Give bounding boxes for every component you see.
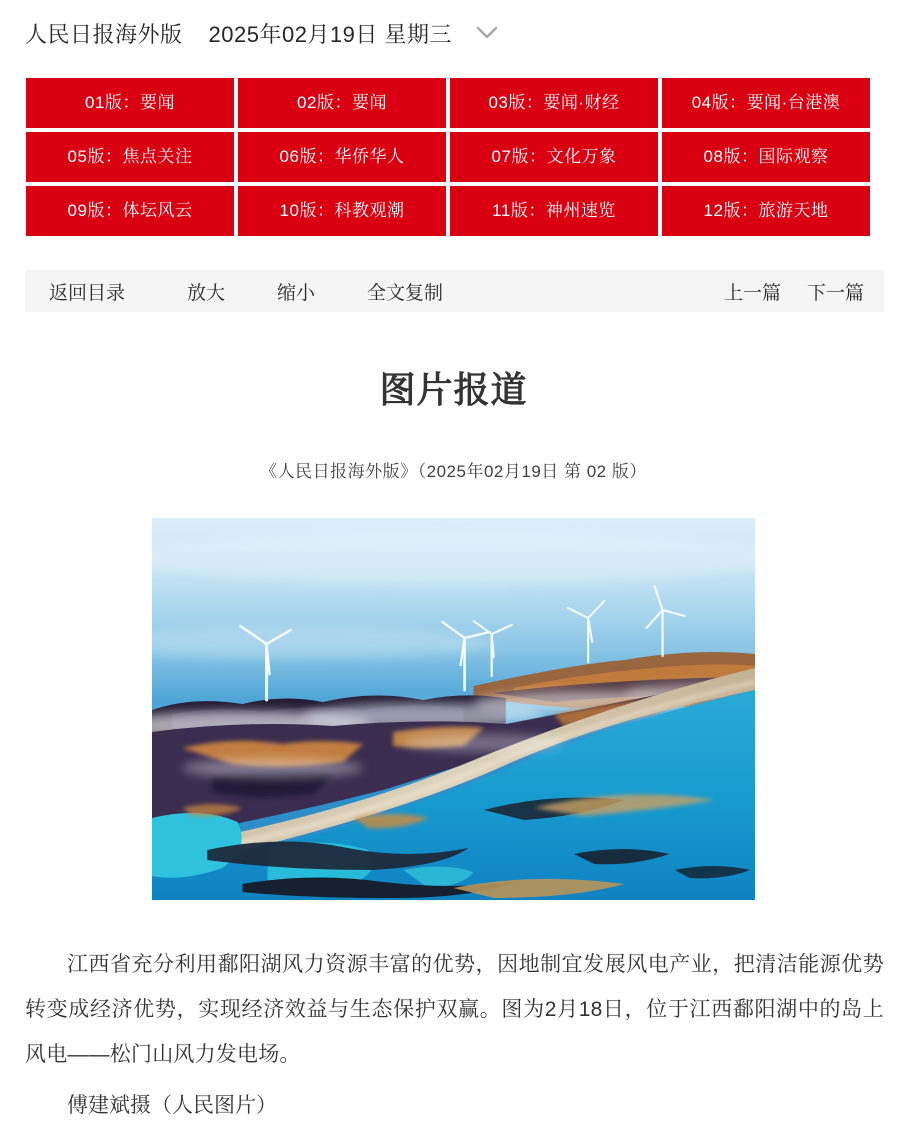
back-to-toc-button[interactable]: 返回目录 xyxy=(49,282,126,304)
toolbar-left-group xyxy=(25,278,443,305)
article-source-line: 《人民日报海外版》（2025年02月19日 第 02 版） xyxy=(260,462,647,481)
article-toolbar xyxy=(25,270,884,312)
article-body: 江西省充分利用鄱阳湖风力资源丰富的优势，因地制宜发展风电产业，把清洁能源优势转变成经济优势，实现经济效益与生态保护双赢。图为2月18日，位于江西鄱阳湖中的岛上风电——松门山风力发电场。 xyxy=(25,953,884,1066)
chevron-down-icon[interactable] xyxy=(474,24,500,42)
article-photo xyxy=(152,518,755,900)
toolbar-right-group xyxy=(724,278,884,305)
page-link-12[interactable]: 12版：旅游天地 xyxy=(662,186,870,236)
copy-all-button[interactable]: 全文复制 xyxy=(367,282,444,304)
page-link-10[interactable]: 10版：科教观潮 xyxy=(238,186,446,236)
paper-name: 人民日报海外版 xyxy=(25,22,183,47)
page-link-11[interactable]: 11版：神州速览 xyxy=(450,186,658,236)
page-link-02[interactable]: 02版：要闻 xyxy=(238,78,446,128)
page-link-05[interactable]: 05版：焦点关注 xyxy=(26,132,234,182)
zoom-in-button[interactable]: 放大 xyxy=(187,282,226,304)
page-link-03[interactable]: 03版：要闻·财经 xyxy=(450,78,658,128)
prev-article-button[interactable]: 上一篇 xyxy=(723,282,781,304)
next-article-button[interactable]: 下一篇 xyxy=(806,282,864,304)
article-credit: 傅建斌摄（人民图片） xyxy=(67,1094,277,1117)
page-link-07[interactable]: 07版：文化万象 xyxy=(450,132,658,182)
issue-date: 2025年02月19日 星期三 xyxy=(208,22,453,47)
pages-nav-grid xyxy=(26,78,870,236)
page-link-06[interactable]: 06版：华侨华人 xyxy=(238,132,446,182)
page-link-09[interactable]: 09版：体坛风云 xyxy=(26,186,234,236)
page-link-01[interactable]: 01版：要闻 xyxy=(26,78,234,128)
wind-farm-photo-illustration xyxy=(152,518,755,900)
masthead xyxy=(0,0,907,78)
page-link-04[interactable]: 04版：要闻·台港澳 xyxy=(662,78,870,128)
zoom-out-button[interactable]: 缩小 xyxy=(277,282,316,304)
page-link-08[interactable]: 08版：国际观察 xyxy=(662,132,870,182)
article-title: 图片报道 xyxy=(379,369,528,410)
